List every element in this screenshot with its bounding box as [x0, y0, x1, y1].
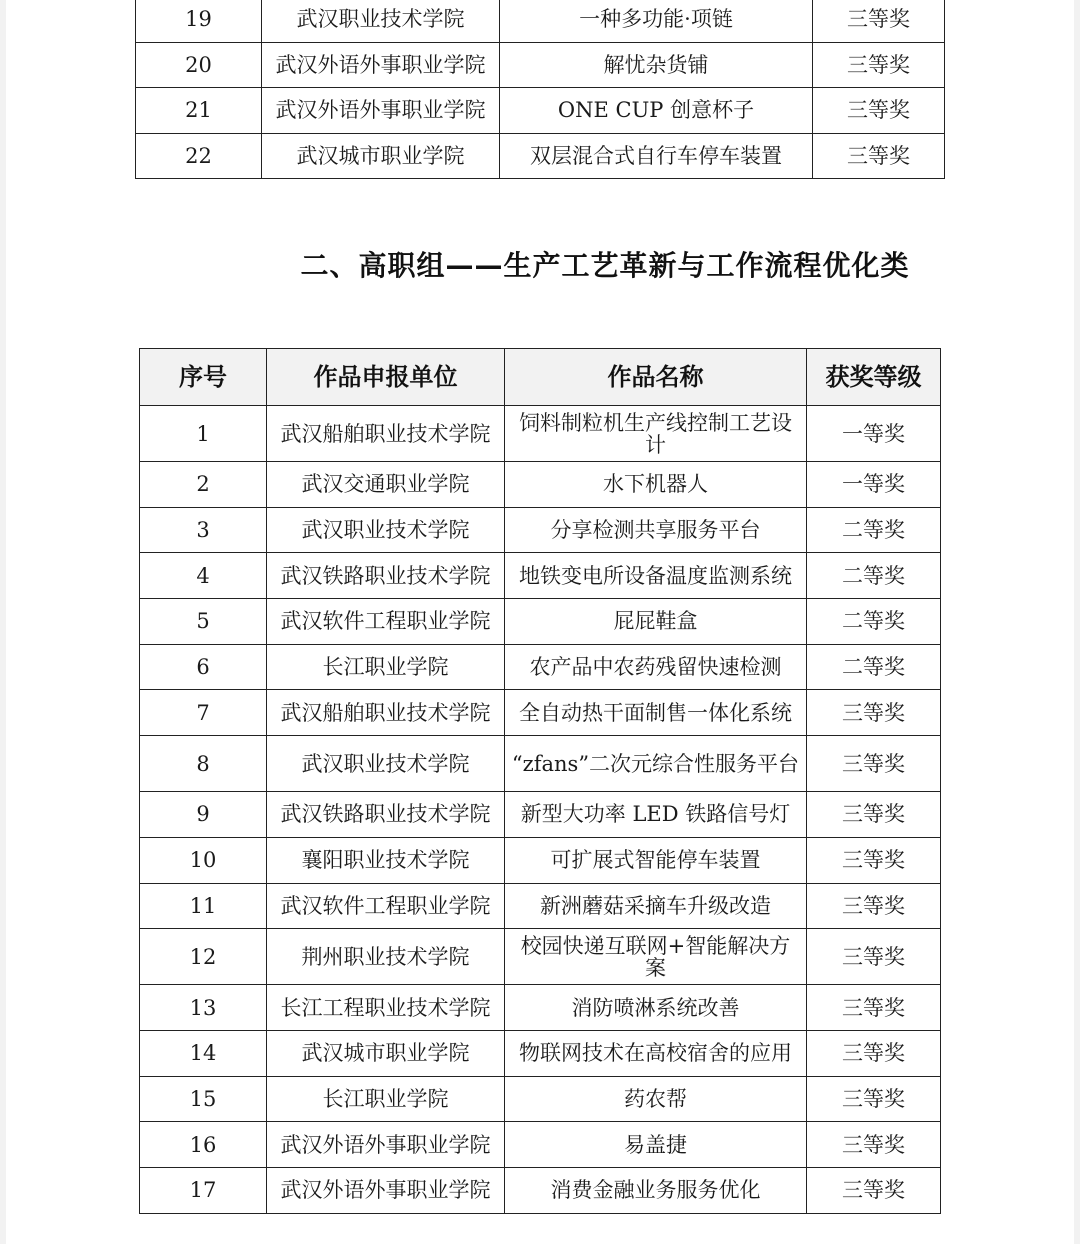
- row-unit: 襄阳职业技术学院: [267, 837, 505, 883]
- table-header-row: [140, 349, 941, 406]
- row-number: 14: [140, 1030, 267, 1076]
- row-award: 三等奖: [807, 1030, 941, 1076]
- row-number: 4: [140, 553, 267, 599]
- table-row: [140, 462, 941, 508]
- row-work-name: 易盖捷: [505, 1122, 807, 1168]
- row-number: 19: [136, 0, 262, 42]
- row-work-name: 全自动热干面制售一体化系统: [505, 690, 807, 736]
- row-number: 22: [136, 133, 262, 179]
- row-number: 13: [140, 985, 267, 1031]
- row-award: 二等奖: [807, 553, 941, 599]
- row-work-name: 一种多功能·项链: [500, 0, 813, 42]
- row-work-name: 消防喷淋系统改善: [505, 985, 807, 1031]
- row-work-name: 地铁变电所设备温度监测系统: [505, 553, 807, 599]
- row-work-name: 可扩展式智能停车装置: [505, 837, 807, 883]
- row-unit: 长江职业学院: [267, 644, 505, 690]
- awards-table-continued: [135, 0, 945, 179]
- header-number: 序号: [140, 349, 267, 406]
- row-unit: 长江工程职业技术学院: [267, 985, 505, 1031]
- row-unit: 武汉城市职业学院: [267, 1030, 505, 1076]
- header-award: 获奖等级: [807, 349, 941, 406]
- row-award: 一等奖: [807, 406, 941, 462]
- row-work-name: 新洲蘑菇采摘车升级改造: [505, 883, 807, 929]
- table-row: [136, 133, 945, 179]
- row-number: 20: [136, 42, 262, 88]
- row-number: 17: [140, 1167, 267, 1213]
- row-award: 三等奖: [807, 1076, 941, 1122]
- row-award: 三等奖: [807, 690, 941, 736]
- row-unit: 长江职业学院: [267, 1076, 505, 1122]
- row-unit: 武汉软件工程职业学院: [267, 599, 505, 645]
- row-unit: 武汉职业技术学院: [267, 507, 505, 553]
- row-unit: 武汉外语外事职业学院: [267, 1122, 505, 1168]
- awards-table: [139, 348, 941, 1214]
- header-unit: 作品申报单位: [267, 349, 505, 406]
- row-unit: 武汉交通职业学院: [267, 462, 505, 508]
- table-row: [140, 1076, 941, 1122]
- row-unit: 武汉船舶职业技术学院: [267, 406, 505, 462]
- row-number: 15: [140, 1076, 267, 1122]
- row-unit: 武汉职业技术学院: [267, 736, 505, 792]
- row-award: 一等奖: [807, 462, 941, 508]
- row-work-name: 解忧杂货铺: [500, 42, 813, 88]
- row-unit: 武汉城市职业学院: [262, 133, 500, 179]
- row-award: 二等奖: [807, 507, 941, 553]
- row-number: 9: [140, 792, 267, 838]
- row-number: 12: [140, 929, 267, 985]
- row-number: 1: [140, 406, 267, 462]
- row-award: 二等奖: [807, 599, 941, 645]
- row-award: 三等奖: [807, 792, 941, 838]
- row-number: 16: [140, 1122, 267, 1168]
- row-work-name: 物联网技术在高校宿舍的应用: [505, 1030, 807, 1076]
- row-number: 7: [140, 690, 267, 736]
- row-award: 三等奖: [807, 1122, 941, 1168]
- row-work-name: “zfans”二次元综合性服务平台: [505, 736, 807, 792]
- row-work-name: 屁屁鞋盒: [505, 599, 807, 645]
- row-unit: 武汉软件工程职业学院: [267, 883, 505, 929]
- row-work-name: 新型大功率 LED 铁路信号灯: [505, 792, 807, 838]
- row-award: 三等奖: [813, 88, 945, 134]
- row-number: 2: [140, 462, 267, 508]
- row-unit: 武汉铁路职业技术学院: [267, 792, 505, 838]
- row-work-name: 饲料制粒机生产线控制工艺设计: [505, 406, 807, 462]
- table-row: [140, 883, 941, 929]
- row-number: 6: [140, 644, 267, 690]
- row-award: 三等奖: [807, 985, 941, 1031]
- row-work-name: 校园快递互联网+智能解决方案: [505, 929, 807, 985]
- row-award: 三等奖: [807, 736, 941, 792]
- row-unit: 武汉外语外事职业学院: [262, 88, 500, 134]
- section-title: 二、高职组——生产工艺革新与工作流程优化类: [300, 249, 910, 282]
- table-row: [140, 406, 941, 462]
- table-row: [140, 1122, 941, 1168]
- table-row: [136, 0, 945, 42]
- table-row: [140, 1167, 941, 1213]
- table-row: [140, 736, 941, 792]
- row-number: 5: [140, 599, 267, 645]
- row-work-name: 药农帮: [505, 1076, 807, 1122]
- row-unit: 武汉外语外事职业学院: [267, 1167, 505, 1213]
- row-award: 三等奖: [813, 133, 945, 179]
- row-work-name: 分享检测共享服务平台: [505, 507, 807, 553]
- row-award: 三等奖: [813, 42, 945, 88]
- table-row: [136, 42, 945, 88]
- table-row: [140, 507, 941, 553]
- row-unit: 武汉外语外事职业学院: [262, 42, 500, 88]
- row-award: 三等奖: [807, 929, 941, 985]
- row-number: 11: [140, 883, 267, 929]
- row-award: 三等奖: [813, 0, 945, 42]
- row-number: 8: [140, 736, 267, 792]
- table-row: [136, 88, 945, 134]
- table-row: [140, 690, 941, 736]
- row-unit: 荆州职业技术学院: [267, 929, 505, 985]
- row-work-name: 水下机器人: [505, 462, 807, 508]
- row-award: 三等奖: [807, 883, 941, 929]
- row-work-name: 消费金融业务服务优化: [505, 1167, 807, 1213]
- row-number: 10: [140, 837, 267, 883]
- row-number: 3: [140, 507, 267, 553]
- row-number: 21: [136, 88, 262, 134]
- table-row: [140, 837, 941, 883]
- table-row: [140, 985, 941, 1031]
- row-award: 三等奖: [807, 1167, 941, 1213]
- table-row: [140, 644, 941, 690]
- table-row: [140, 792, 941, 838]
- row-award: 二等奖: [807, 644, 941, 690]
- row-work-name: 双层混合式自行车停车装置: [500, 133, 813, 179]
- document-page: [6, 0, 1074, 1244]
- row-work-name: ONE CUP 创意杯子: [500, 88, 813, 134]
- table-row: [140, 1030, 941, 1076]
- row-unit: 武汉职业技术学院: [262, 0, 500, 42]
- table-row: [140, 553, 941, 599]
- row-award: 三等奖: [807, 837, 941, 883]
- row-work-name: 农产品中农药残留快速检测: [505, 644, 807, 690]
- table-row: [140, 599, 941, 645]
- table-row: [140, 929, 941, 985]
- row-unit: 武汉铁路职业技术学院: [267, 553, 505, 599]
- row-unit: 武汉船舶职业技术学院: [267, 690, 505, 736]
- header-work-name: 作品名称: [505, 349, 807, 406]
